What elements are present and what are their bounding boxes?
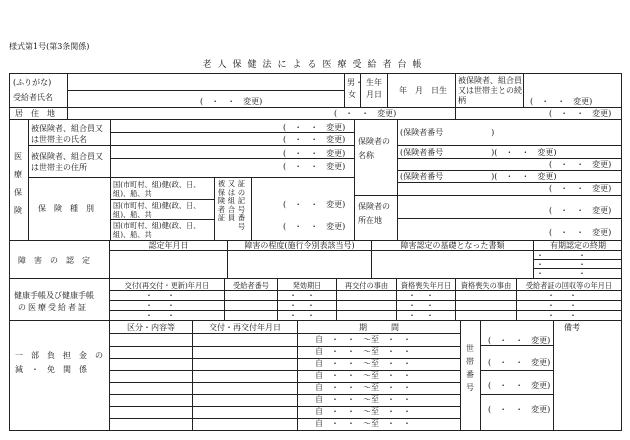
form-label: 様式第1号(第3条関係) xyxy=(9,42,90,51)
disability-header-degree: 障害の程度(施行令別表該当号) xyxy=(244,241,355,250)
cert-dots-return-2: ・・ xyxy=(547,301,591,310)
insured-name-change2: ( ・ ・ 変更) xyxy=(283,135,346,144)
cert-header-effective: 発効期日 xyxy=(292,281,322,290)
cert-header-reissue: 再交付の事由 xyxy=(344,281,389,290)
copay-label-1: 一 部 負 担 金 の xyxy=(15,351,103,360)
insurer-no-2: (保険者番号 )( ・ ・ 変更) xyxy=(400,148,557,157)
cert-dots-issue-3: ・・ xyxy=(145,311,189,320)
cert-dots-return-3: ・・ xyxy=(547,311,591,320)
cert-dots-effective-2: ・・ xyxy=(289,301,325,310)
birth-value: 年 月 日生 xyxy=(399,86,447,95)
insured-name-change1: ( ・ ・ 変更) xyxy=(283,123,346,132)
cert-label-col2: 又は組合員 xyxy=(227,179,236,223)
insurance-type-option-2: 国(市町村、組)健(政、日、組)、船、共 xyxy=(113,201,201,219)
copay-period-row-2: 自 ・ ・ 〜至 ・ ・ xyxy=(315,347,411,356)
disability-dots-3: ・・ xyxy=(536,269,620,278)
cert-label-col1: 被保険者証 xyxy=(217,179,226,223)
residence-change1: ( ・ ・ 変更) xyxy=(334,109,397,118)
insurer-name-label: 保険者の名称 xyxy=(358,137,390,160)
disability-label: 障 害 の 認 定 xyxy=(18,256,90,265)
copay-period-row-8: 自 ・ ・ 〜至 ・ ・ xyxy=(315,419,411,428)
household-label: 世帯番号 xyxy=(466,344,474,392)
cert-dots-issue-1: ・・ xyxy=(145,291,189,300)
disability-dots-1: ・・ xyxy=(536,251,620,260)
cert-header-return: 受給者証の回収等の年月日 xyxy=(525,281,613,290)
cert-header-loss-date: 資格喪失年月日 xyxy=(400,281,452,290)
name-change: ( ・ ・ 変更) xyxy=(200,97,263,106)
insurance-type-option-1: 国(市町村、組)健(政、日、組)、船、共 xyxy=(113,180,201,198)
insured-name-label: 被保険者、組合員又は世帯主の氏名 xyxy=(31,124,103,144)
household-change-1: ( ・ ・ 変更) xyxy=(488,336,551,345)
insurer-no-3: (保険者番号 )( ・ ・ 変更) xyxy=(400,172,557,181)
insurer-addr-label: 保険者の所在地 xyxy=(358,202,390,225)
copay-period-row-7: 自 ・ ・ 〜至 ・ ・ xyxy=(315,407,411,416)
certificate-label-2: の医療受給者証 xyxy=(18,303,88,312)
copay-header-category: 区分・内容等 xyxy=(127,323,175,332)
copay-period-row-6: 自 ・ ・ 〜至 ・ ・ xyxy=(315,395,411,404)
furigana-label: (ふりがな) xyxy=(13,78,52,87)
insurer-change1: ( ・ ・ 変更) xyxy=(549,160,612,169)
insurer-addr-change1: ( ・ ・ 変更) xyxy=(549,206,612,215)
cert-dots-effective-1: ・・ xyxy=(289,291,325,300)
insured-addr-change1: ( ・ ・ 変更) xyxy=(283,149,346,158)
disability-header-docs: 障害認定の基礎となった書類 xyxy=(400,241,505,250)
relation-label: 被保険者、組合員又は世帯主との続柄 xyxy=(458,76,522,105)
household-change-2: ( ・ ・ 変更) xyxy=(488,358,551,367)
household-change-4: ( ・ ・ 変更) xyxy=(488,405,551,414)
insurer-addr-change2: ( ・ ・ 変更) xyxy=(549,228,612,237)
cert-header-number: 受給者番号 xyxy=(233,281,269,290)
copay-period-row-4: 自 ・ ・ 〜至 ・ ・ xyxy=(315,371,411,380)
birth-label: 生年月日 xyxy=(366,78,382,99)
cert-header-loss-reason: 資格喪失の事由 xyxy=(460,281,512,290)
copay-header-date: 交付・再交付年月日 xyxy=(209,323,281,332)
disability-dots-2: ・・ xyxy=(536,260,620,269)
insured-addr-label: 被保険者、組合員又は世帯主の住所 xyxy=(31,152,103,172)
insurer-change2: ( ・ ・ 変更) xyxy=(549,184,612,193)
residence-label: 居 住 地 xyxy=(15,109,55,118)
sex-label: 男・女 xyxy=(347,78,363,99)
disability-header-date: 認定年月日 xyxy=(148,241,189,250)
cert-dots-loss-2: ・・ xyxy=(408,301,444,310)
cert-dots-loss-1: ・・ xyxy=(408,291,444,300)
cert-dots-return-1: ・・ xyxy=(547,291,591,300)
copay-header-period: 期 間 xyxy=(359,323,399,332)
cert-header-issue: 交付(再交付・更新)年月日 xyxy=(124,281,210,290)
copay-period-row-3: 自 ・ ・ 〜至 ・ ・ xyxy=(315,359,411,368)
insurance-type-label: 保 険 種 別 xyxy=(38,204,94,213)
name-label: 受給者氏名 xyxy=(13,93,53,102)
insurer-no-1: (保険者番号 ) xyxy=(400,128,495,137)
copay-label-2: 減 ・ 免 関 係 xyxy=(15,365,87,374)
copay-period-row-1: 自 ・ ・ 〜至 ・ ・ xyxy=(315,335,411,344)
residence-change2: ( ・ ・ 変更) xyxy=(549,109,612,118)
remarks-label: 備考 xyxy=(564,323,580,332)
relation-change: ( ・ ・ 変更) xyxy=(530,97,593,106)
certificate-label-1: 健康手帳及び健康手帳 xyxy=(14,291,94,300)
cert-dots-effective-3: ・・ xyxy=(289,311,325,320)
cert-change1: ( ・ ・ 変更) xyxy=(283,200,346,209)
copay-period-row-5: 自 ・ ・ 〜至 ・ ・ xyxy=(315,383,411,392)
medical-side-label: 医療保険 xyxy=(14,152,22,215)
disability-header-term: 有期認定の終期 xyxy=(550,241,606,250)
insured-addr-change2: ( ・ ・ 変更) xyxy=(283,162,346,171)
page-title: 老人保健法による医療受給者台帳 xyxy=(202,60,428,70)
insurance-type-option-3: 国(市町村、組)健(政、日、組)、船、共 xyxy=(113,221,201,239)
household-change-3: ( ・ ・ 変更) xyxy=(488,381,551,390)
cert-dots-issue-2: ・・ xyxy=(145,301,189,310)
cert-dots-loss-3: ・・ xyxy=(408,311,444,320)
cert-change2: ( ・ ・ 変更) xyxy=(283,222,346,231)
cert-label-col3: 証の記号番号 xyxy=(237,179,246,231)
